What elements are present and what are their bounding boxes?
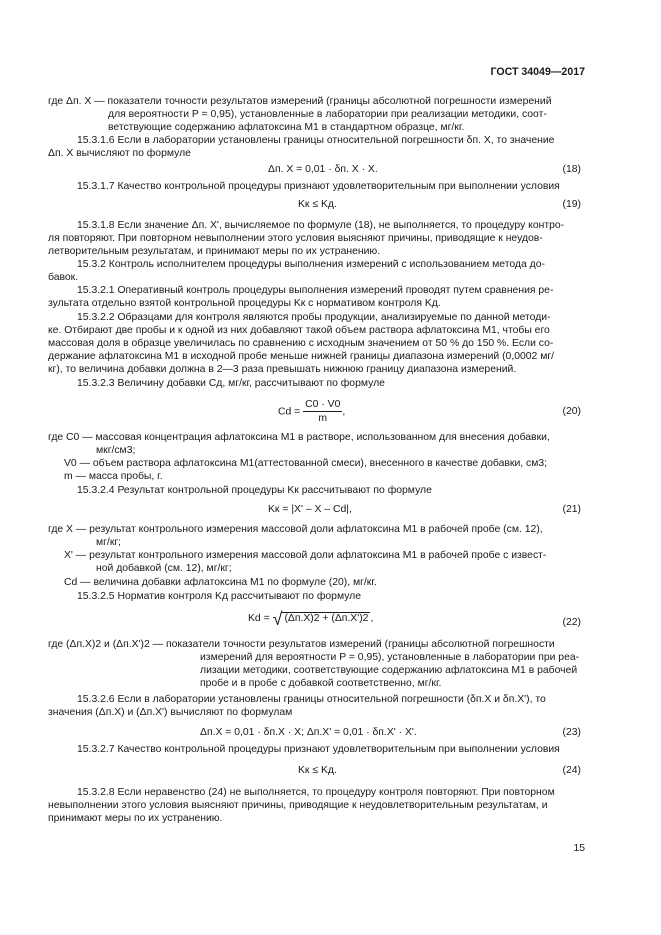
sqrt-icon: √ (272, 609, 283, 629)
text-line: 15.3.2.5 Норматив контроля Kд рассчитывают по формуле (77, 591, 362, 602)
formula-21: Kк = |X' – X – Cd|, (268, 504, 352, 515)
formula-tail: , (342, 406, 346, 418)
formula-18: Δп. X = 0,01 · δп. X · X. (268, 164, 378, 175)
formula-number: (22) (562, 617, 581, 628)
text-line: где Δп. X — показатели точности результатов измерений (границы абсолютной погрешности измерений (48, 96, 552, 107)
text-line: массовая доля в образце увеличилась по сравнению с исходным значением от 50 % до 150 %. Если со- (48, 338, 554, 349)
formula-number: (18) (562, 164, 581, 175)
formula-24: Kк ≤ Kд. (298, 765, 337, 776)
formula-lhs: Kd = (248, 613, 270, 624)
text-line: 15.3.1.8 Если значение Δп. X', вычисляемое по формуле (18), не выполняется, то процедуру контро- (77, 220, 565, 231)
text-line: 15.3.1.6 Если в лаборатории установлены границы относительной погрешности δп. X, то значение (77, 135, 555, 146)
formula-number: (23) (562, 727, 581, 738)
standard-header: ГОСТ 34049—2017 (490, 66, 585, 78)
text-line: зультата отдельно взятой контрольной процедуры Kк с нормативом контроля Kд. (48, 298, 441, 309)
text-line: 15.3.2.3 Величину добавки Cд, мг/кг, рассчитывают по формуле (77, 378, 385, 389)
text-line: ке. Отбирают две пробы и к одной из них добавляют такой объем раствора афлатоксина M1, чтобы его (48, 325, 550, 336)
text-line: ной добавкой (см. 12), мг/кг; (96, 563, 232, 574)
formula-23: Δп.X = 0,01 · δп.X · X; Δп.X' = 0,01 · δп.X' · X'. (200, 727, 417, 738)
radicand: (Δп.X)2 + (Δп.X')2 (284, 613, 369, 624)
formula-20 (278, 398, 345, 426)
text-line: где C0 — массовая концентрация афлатоксина M1 в растворе, использованном для внесения добавки, (48, 432, 550, 443)
fraction-numerator: C0 · V0 (303, 398, 342, 412)
text-line: пробе и в пробе с добавкой соответственно, мг/кг. (200, 678, 442, 689)
formula-number: (24) (562, 765, 581, 776)
text-line: 15.3.2.1 Оперативный контроль процедуры выполнения измерений проводят путем сравнения ре- (77, 285, 554, 296)
text-line: лизации методики, соответствующие содержанию афлатоксина M1 в рабочей (200, 665, 578, 676)
fraction-denominator: m (318, 413, 328, 425)
text-line: 15.3.2.7 Качество контрольной процедуры признают удовлетворительным при выполнении условия (77, 744, 560, 755)
text-line: m — масса пробы, г. (64, 471, 163, 482)
formula-22 (248, 609, 374, 629)
text-line: значения (Δп.X) и (Δп.X') вычисляют по формулам (48, 707, 293, 718)
formula-number: (19) (562, 199, 581, 210)
text-line: держание афлатоксина M1 в исходной пробе меньше нижней границы диапазона измерений (0,0002 мг/ (48, 351, 555, 362)
text-line: Δп. X вычисляют по формуле (48, 148, 191, 159)
text-line: V0 — объем раствора афлатоксина M1(аттестованной смеси), внесенного в качестве добавки, см3; (64, 458, 548, 469)
formula-number: (20) (562, 406, 581, 417)
text-line: 15.3.2.6 Если в лаборатории установлены границы относительной погрешности (δп.X и δп.X'), то (77, 694, 546, 705)
text-line: Cd — величина добавки афлатоксина M1 по формуле (20), мг/кг. (64, 577, 377, 588)
text-line: ля повторяют. При повторном невыполнении этого условия выясняют причины, приводящие к неудов- (48, 233, 543, 244)
formula-tail: , (370, 613, 374, 624)
text-line: летворительным результатам, и принимают меры по их устранению. (48, 246, 381, 257)
text-line: ветствующие содержанию афлатоксина M1 в стандартном образце, мг/кг. (108, 122, 465, 133)
text-line: X' — результат контрольного измерения массовой доли афлатоксина M1 в рабочей пробе с извест- (64, 550, 547, 561)
text-line: где X — результат контрольного измерения массовой доли афлатоксина M1 в рабочей пробе (см. 12), (48, 524, 543, 535)
text-line: принимают меры по их устранению. (48, 813, 223, 824)
text-line: 15.3.2.8 Если неравенство (24) не выполняется, то процедуру контроля повторяют. При повторном (77, 787, 555, 798)
text-line: 15.3.2 Контроль исполнителем процедуры выполнения измерений с использованием метода до- (77, 259, 545, 270)
text-line: мг/кг; (96, 537, 122, 548)
text-line: мкг/см3; (96, 445, 136, 456)
text-line: кг), то величина добавки должна в 2—3 раза превышать нижнюю границу диапазона измерений. (48, 364, 517, 375)
text-line: для вероятности P = 0,95), установленные в лаборатории при реализации методики, соот- (108, 109, 547, 120)
formula-19: Kк ≤ Kд. (298, 199, 337, 210)
text-line: где (Δп.X)2 и (Δп.X')2 — показатели точности результатов измерений (границы абсолютной погрешности (48, 639, 555, 650)
fraction (303, 398, 342, 426)
page-number: 15 (573, 843, 585, 854)
text-line: 15.3.1.7 Качество контрольной процедуры признают удовлетворительным при выполнении условия (77, 181, 560, 192)
formula-lhs: Cd = (278, 406, 301, 418)
text-line: 15.3.2.4 Результат контрольной процедуры Kк рассчитывают по формуле (77, 485, 432, 496)
text-line: невыполнении этого условия выясняют причины, приводящие к неудовлетворительным результатам, и (48, 800, 548, 811)
formula-number: (21) (562, 504, 581, 515)
text-line: бавок. (48, 272, 79, 283)
text-line: измерений для вероятности P = 0,95), установленные в лаборатории при реа- (200, 652, 580, 663)
text-line: 15.3.2.2 Образцами для контроля являются пробы продукции, анализируемые по данной методи- (77, 312, 551, 323)
